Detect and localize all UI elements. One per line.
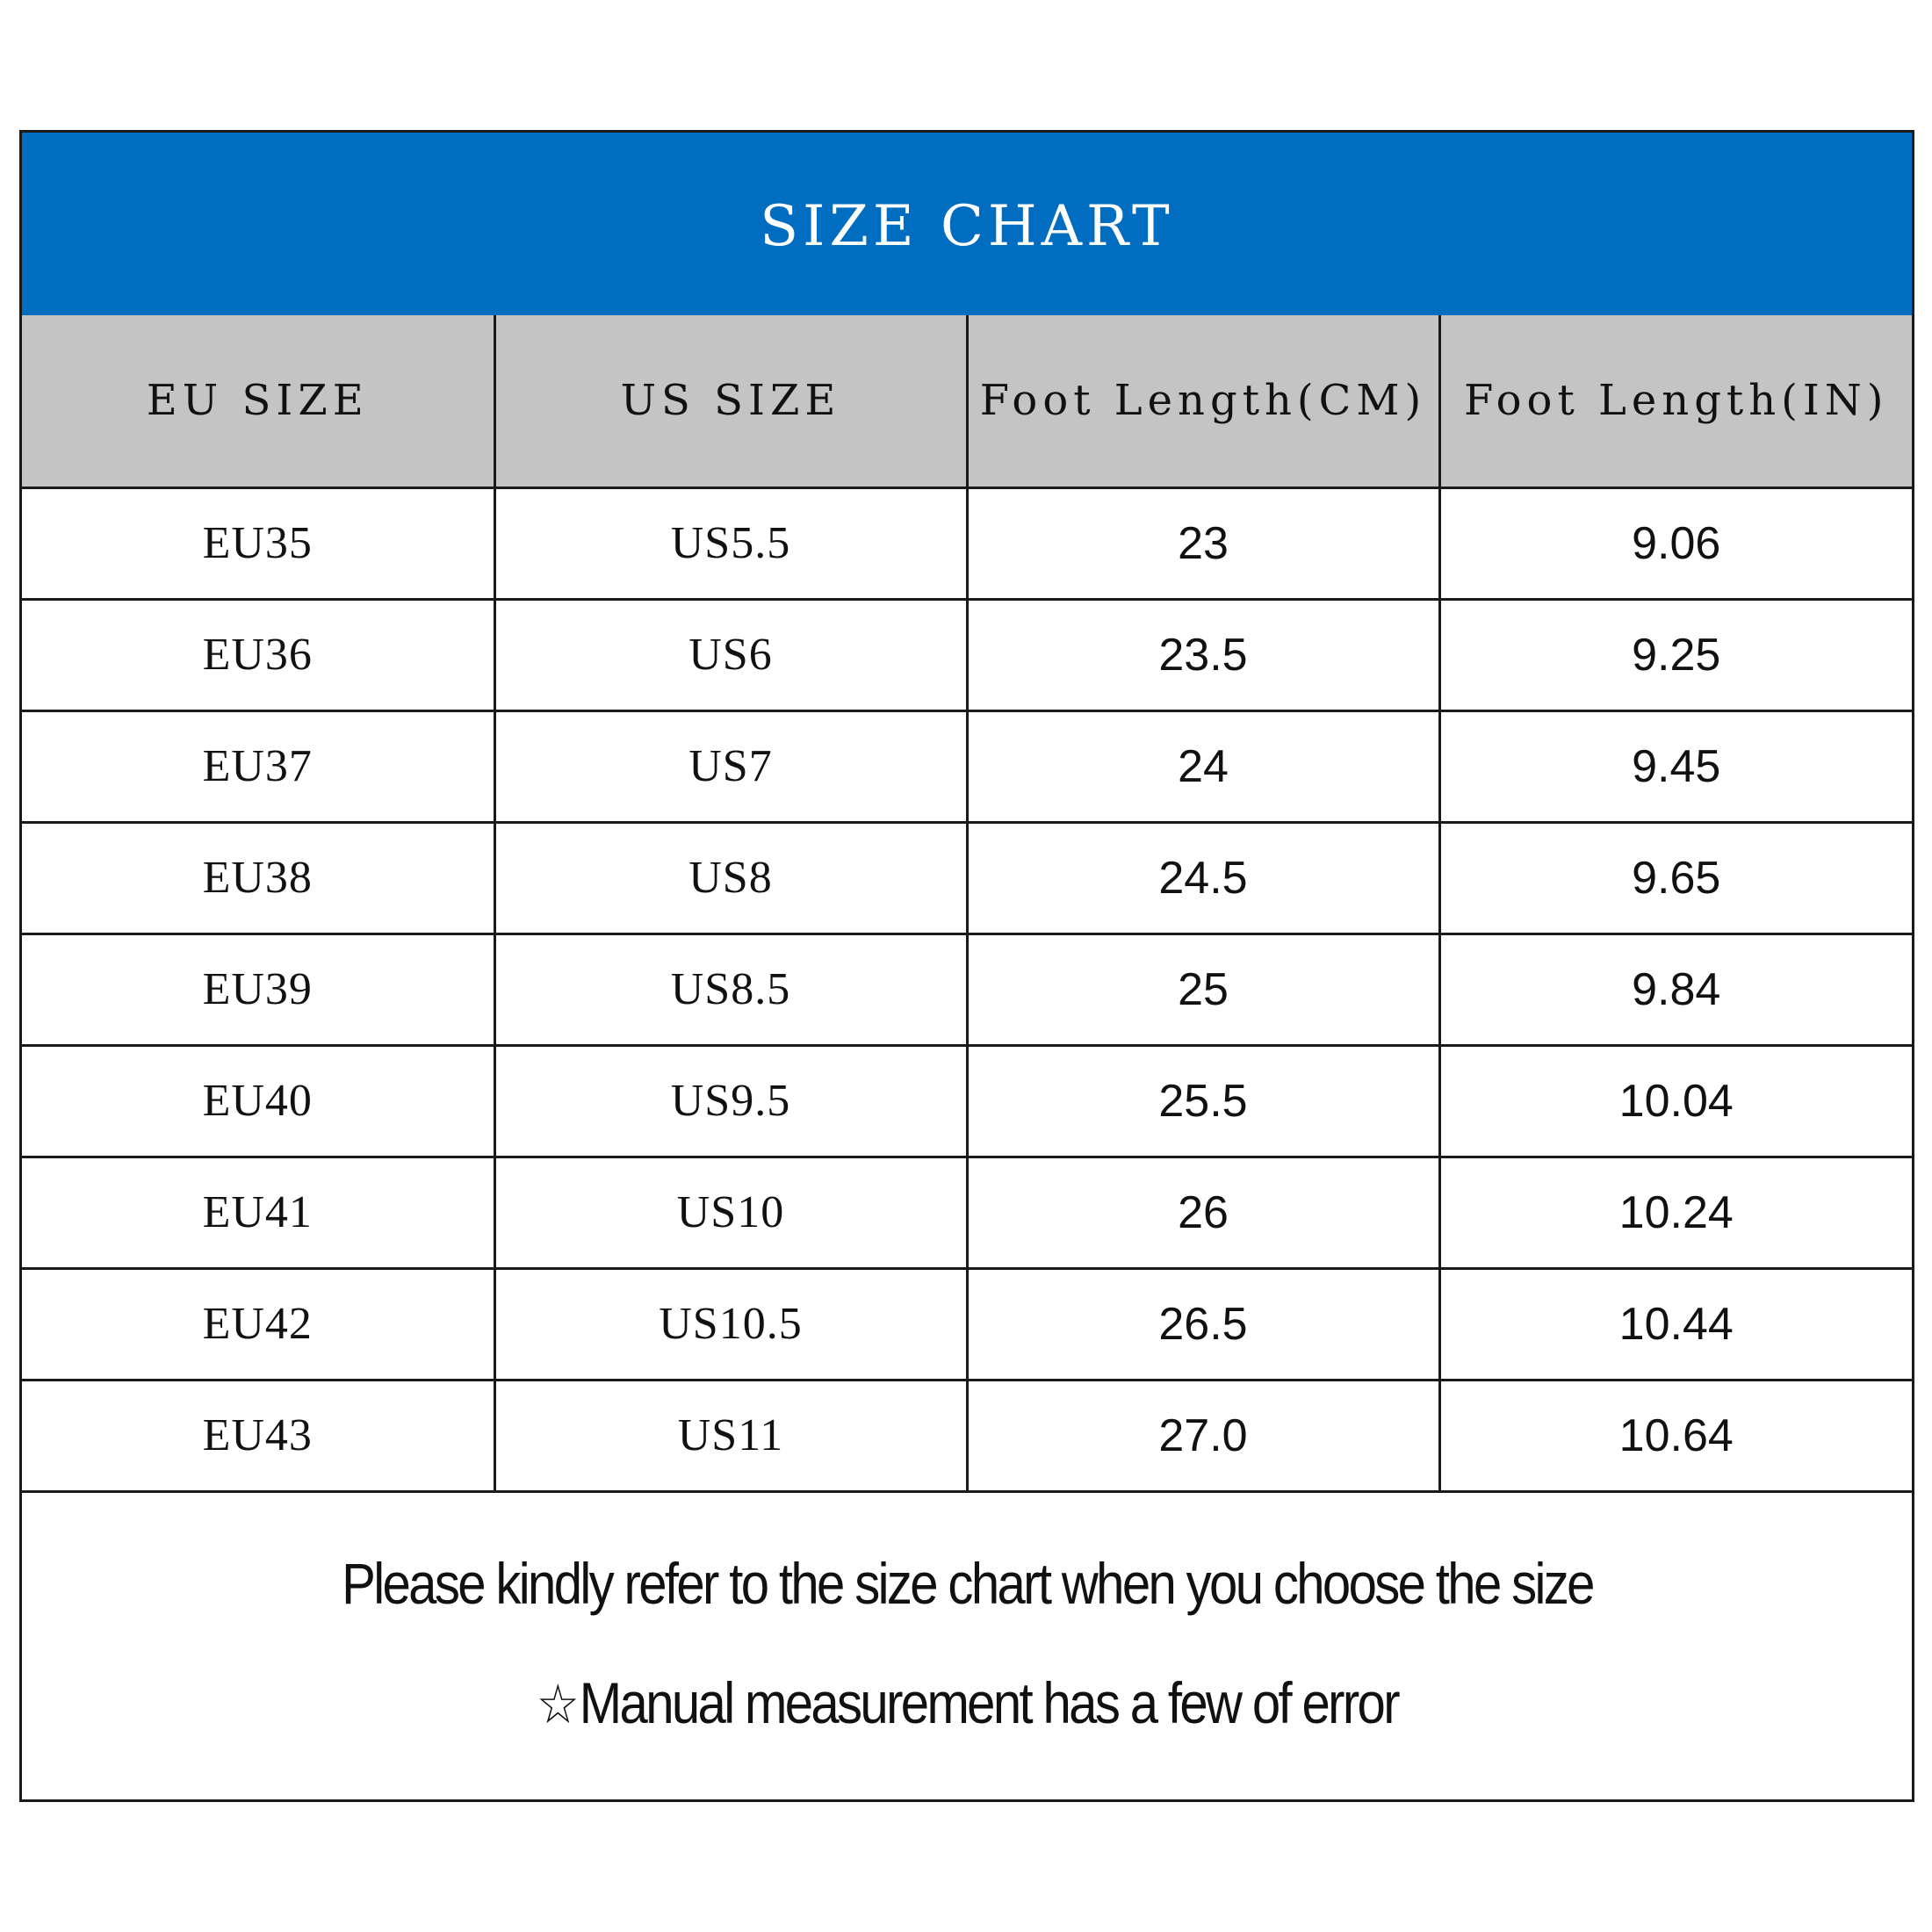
header-foot-length-in: Foot Length(IN) [1439,315,1912,487]
foot-length-in-cell: 9.06 [1439,487,1912,599]
foot-length-cm-cell: 23.5 [967,599,1439,710]
us-size-cell: US6 [494,599,967,710]
header-foot-length-cm: Foot Length(CM) [967,315,1439,487]
eu-size-cell: EU42 [22,1268,494,1380]
table-row [22,1045,1912,1157]
us-size-cell: US10.5 [494,1268,967,1380]
table-row [22,822,1912,934]
foot-length-in-cell: 9.84 [1439,934,1912,1045]
foot-length-cm-cell: 26 [967,1157,1439,1268]
table-row [22,1380,1912,1491]
eu-size-cell: EU41 [22,1157,494,1268]
foot-length-cm-cell: 26.5 [967,1268,1439,1380]
us-size-cell: US8 [494,822,967,934]
foot-length-in-cell: 9.45 [1439,710,1912,822]
eu-size-cell: EU37 [22,710,494,822]
size-advice-note: Please kindly refer to the size chart when you choose the size [341,1551,1593,1616]
eu-size-cell: EU36 [22,599,494,710]
table-row [22,1268,1912,1380]
foot-length-in-cell: 10.24 [1439,1157,1912,1268]
foot-length-in-cell: 10.44 [1439,1268,1912,1380]
foot-length-in-cell: 10.64 [1439,1380,1912,1491]
notes-section [22,1489,1912,1799]
foot-length-in-cell: 9.25 [1439,599,1912,710]
us-size-cell: US11 [494,1380,967,1491]
us-size-cell: US9.5 [494,1045,967,1157]
page-title: SIZE CHART [760,194,1174,259]
foot-length-cm-cell: 27.0 [967,1380,1439,1491]
eu-size-cell: EU35 [22,487,494,599]
eu-size-cell: EU38 [22,822,494,934]
table-row [22,934,1912,1045]
title-banner [22,133,1912,318]
eu-size-cell: EU40 [22,1045,494,1157]
table-row [22,1157,1912,1268]
header-row [22,315,1912,487]
measurement-note-text: Manual measurement has a few of error [579,1670,1398,1735]
header-us-size: US SIZE [494,315,967,487]
size-chart-sheet [19,130,1914,1802]
measurement-note [536,1643,1397,1765]
us-size-cell: US5.5 [494,487,967,599]
size-table [22,315,1912,1493]
us-size-cell: US7 [494,710,967,822]
header-eu-size: EU SIZE [22,315,494,487]
table-row [22,487,1912,599]
foot-length-cm-cell: 25.5 [967,1045,1439,1157]
eu-size-cell: EU43 [22,1380,494,1491]
us-size-cell: US8.5 [494,934,967,1045]
foot-length-in-cell: 9.65 [1439,822,1912,934]
foot-length-cm-cell: 24 [967,710,1439,822]
foot-length-cm-cell: 25 [967,934,1439,1045]
table-row [22,710,1912,822]
star-icon: ☆ [536,1675,580,1735]
foot-length-in-cell: 10.04 [1439,1045,1912,1157]
eu-size-cell: EU39 [22,934,494,1045]
foot-length-cm-cell: 24.5 [967,822,1439,934]
us-size-cell: US10 [494,1157,967,1268]
foot-length-cm-cell: 23 [967,487,1439,599]
table-row [22,599,1912,710]
